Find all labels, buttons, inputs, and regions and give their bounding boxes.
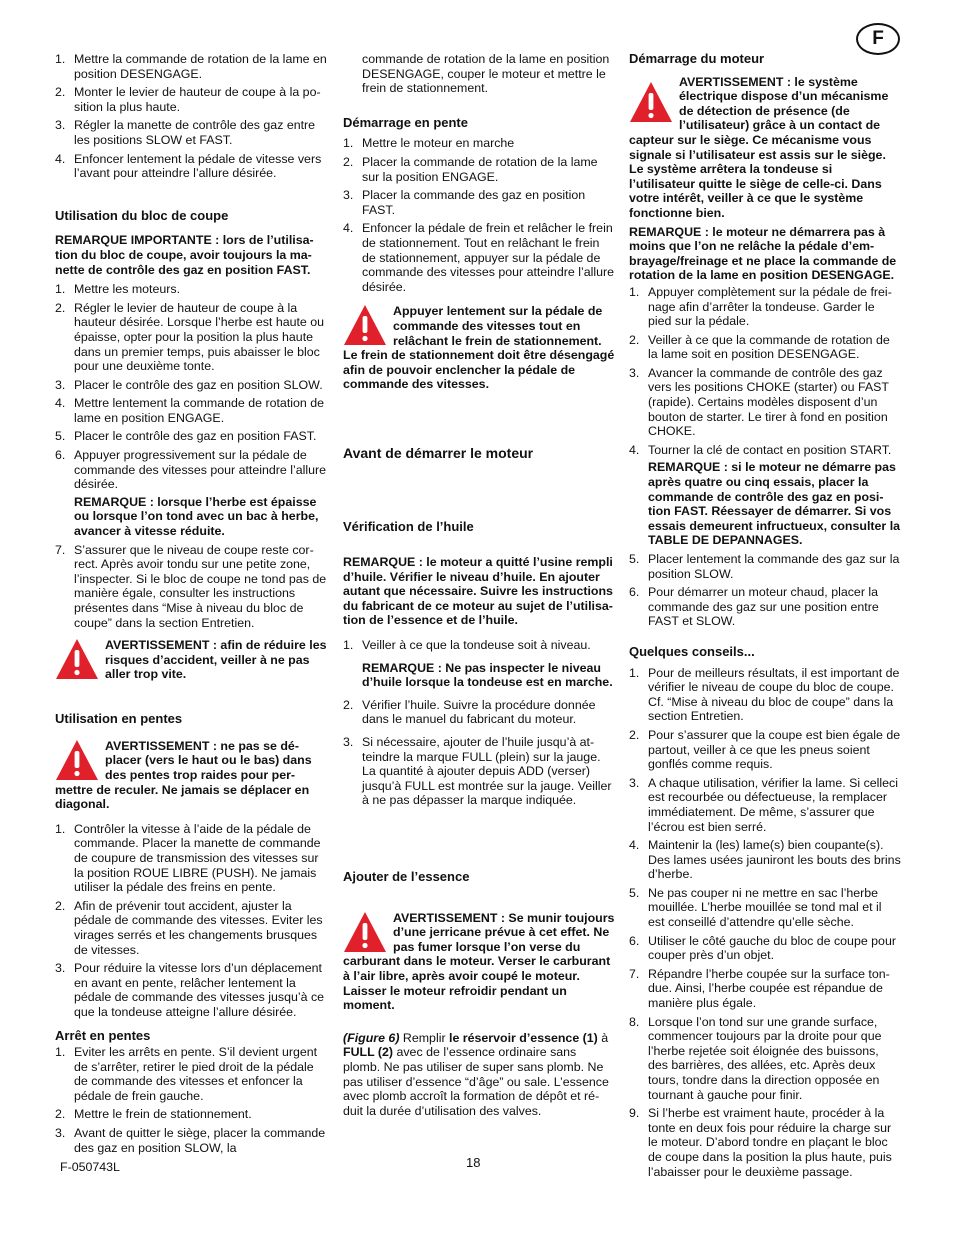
column-right [629, 52, 901, 1183]
warning-text: Appuyer lentement sur la pédale de commande des vitesses tout en relâchant le frein de stationnement. Le frein de stationnement doit être désengagé afin de pouvoir enclencher la pédale de commande des vitesses. [343, 304, 615, 392]
list-item: 7. Répandre l’herbe coupée sur la surface tondue. Ainsi, l’herbe coupée est répandue de manière plus égale. [629, 966, 890, 1011]
list-item: 3. A chaque utilisation, vérifier la lame. Si celleci est recourbée ou défectueuse, la remplacer immédiatement. De même, s’assurer que l’écrou est bien serré. [629, 775, 898, 834]
heading-avant-demarrer: Avant de démarrer le moteur [343, 444, 534, 461]
list-item: 6. Pour démarrer un moteur chaud, placer la commande des gaz sur une position entre FAST et SLOW. [629, 585, 879, 629]
column-left [55, 52, 327, 1159]
warning-block [343, 911, 615, 1013]
heading-demarrage-pente: Démarrage en pente [343, 114, 468, 130]
note-important: REMARQUE IMPORTANTE : lors de l’utilisation du bloc de coupe, avoir toujours la manette de contrôle des gaz en position FAST. [55, 233, 314, 277]
list-item: 7. S’assurer que le niveau de coupe reste correct. Après avoir tondu sur une petite zone, l’inspecter. Si le bloc de coupe ne tond pas de manière égale, consulter les instructions présentes dans “Mise à niveau du bloc de coupe” dans la section Entretien. [55, 542, 327, 630]
steps-list [55, 1045, 327, 1155]
warning-block [55, 638, 327, 682]
language-badge-letter: F [872, 27, 884, 49]
list-item: 1. Mettre la commande de rotation de la lame en position DESENGAGE. [55, 52, 327, 81]
list-item: 3. Régler la manette de contrôle des gaz entre les positions SLOW et FAST. [55, 118, 316, 147]
list-item: 2. Vérifier l’huile. Suivre la procédure donnée dans le manuel du fabricant du moteur. [343, 697, 596, 727]
list-item: 5. Placer lentement la commande des gaz sur la position SLOW. [629, 552, 900, 581]
note-demarrage: REMARQUE : le moteur ne démarrera pas à moins que l’on ne relâche la pédale d’embrayage/freinage et ne place la commande de rotation de la lame en position DESENGAGE. [629, 224, 897, 283]
list-item: 2. Mettre le frein de stationnement. [55, 1107, 252, 1122]
list-item: 4. Mettre lentement la commande de rotation de lame en position ENGAGE. [55, 396, 325, 425]
list-item: 4. Tourner la clé de contact en position START. REMARQUE : si le moteur ne démarre pas après quatre ou cinq essais, placer la commande de contrôle des gaz en position FAST. Réessayer de démarrer. Si vos essais demeurent infructueux, consulter la TABLE DE DEPANNAGES. [629, 442, 901, 548]
heading-demarrage-moteur: Démarrage du moteur [629, 51, 765, 66]
heading-pentes: Utilisation en pentes [55, 711, 183, 727]
warning-icon [629, 81, 673, 123]
list-item: 2. Monter le levier de hauteur de coupe à la position la plus haute. [55, 85, 321, 114]
list-item: 1. Mettre le moteur en marche [343, 136, 515, 151]
warning-icon [55, 638, 99, 680]
list-item: 3. Avant de quitter le siège, placer la commande des gaz en position SLOW, la [55, 1126, 326, 1155]
warning-block [343, 304, 615, 392]
steps-list [629, 666, 901, 1180]
steps-list [343, 638, 615, 808]
steps-list [55, 822, 327, 1020]
list-item: 1. Mettre les moteurs. [55, 282, 181, 297]
warning-block [629, 75, 901, 221]
list-item: 1. Appuyer complètement sur la pédale de freinage afin d’arrêter la tondeuse. Garder le pied sur la pédale. [629, 284, 892, 329]
warning-text: AVERTISSEMENT : ne pas se déplacer (vers le haut ou le bas) dans des pentes trop raides pour permettre de reculer. Ne jamais se déplacer en diagonal. [55, 738, 312, 812]
fuel-paragraph: (Figure 6) Remplir le réservoir d’essence (1) à FULL (2) avec de l’essence ordinaire sans plomb. Ne pas utiliser de super sans plomb. Ne pas utiliser d’essence “d’âge” ou sale. L’essence avec plomb accroît la formation de dépôt et réduit la durée d’utilisation des valves. [343, 1030, 609, 1118]
warning-icon [55, 739, 99, 781]
warning-icon [343, 911, 387, 953]
list-item: 2. Placer la commande de rotation de la lame sur la position ENGAGE. [343, 154, 598, 184]
list-item: 5. Placer le contrôle des gaz en position FAST. [55, 429, 317, 444]
list-item: 5. Ne pas couper ni ne mettre en sac l’herbe mouillée. L’herbe mouillée se tond mal et il est conseillé d’attendre qu’elle sèche. [629, 885, 882, 930]
list-item: 6. Utiliser le côté gauche du bloc de coupe pour couper près d’un objet. [629, 933, 896, 963]
heading-essence: Ajouter de l’essence [343, 868, 470, 884]
warning-icon [343, 304, 387, 346]
warning-text: AVERTISSEMENT : le système électrique dispose d’un mécanisme de détection de présence (de l’utilisateur) grâce à un contact de capteur sur le siège. Ce mécanisme vous signale si l’utilisateur est assis sur le siège. Le système arrêtera la tondeuse si l’utilisateur quitte le siège de celle-ci. Dans votre intérêt, veiller à ce que le système fonctionne bien. [629, 74, 889, 220]
list-item: 3. Placer la commande des gaz en position FAST. [343, 188, 586, 217]
note-essais: REMARQUE : si le moteur ne démarre pas après quatre ou cinq essais, placer la commande de contrôle des gaz en position FAST. Réessayer de démarrer. Si vos essais demeurent infructueux, consulter la TABLE DE DEPANNAGES. [648, 460, 901, 548]
heading-conseils: Quelques conseils... [629, 643, 755, 659]
list-item: 1. Veiller à ce que la tondeuse soit à niveau. REMARQUE : Ne pas inspecter le niveau d’huile lorsque la tondeuse est en marche. [343, 638, 615, 690]
list-item: 4. Maintenir la (les) lame(s) bien coupante(s). Des lames usées jauniront les bouts des brins d’herbe. [629, 838, 901, 882]
list-item: 6. Appuyer progressivement sur la pédale de commande des vitesses pour atteindre l’allure désirée. REMARQUE : lorsque l’herbe est épaisse ou lorsque l’on tond avec un bac à herbe, avancer à vitesse réduite. [55, 448, 327, 539]
list-item: 1. Eviter les arrêts en pente. S’il devient urgent de s’arrêter, retirer le pied droit de la pédale de commande des vitesses et enfoncer la pédale de frein gauche. [55, 1045, 318, 1103]
list-item: 2. Afin de prévenir tout accident, ajuster la pédale de commande des vitesses. Eviter les virages serrés et les changements brusques de vitesses. [55, 898, 323, 957]
note-herbe: REMARQUE : lorsque l’herbe est épaisse ou lorsque l’on tond avec un bac à herbe, avancer à vitesse réduite. [74, 494, 319, 539]
list-item: 2. Veiller à ce que la commande de rotation de la lame soit en position DESENGAGE. [629, 332, 890, 362]
list-item: 4. Enfoncer la pédale de frein et relâcher le frein de stationnement. Tout en relâchant le frein de stationnement, appuyer sur la pédale de commande des vitesses pour atteindre l’allure désirée. [343, 221, 615, 294]
list-item: 3. Avancer la commande de contrôle des gaz vers les positions CHOKE (starter) ou FAST (rapide). Certains modèles disposent d’un bouton de starter. Le tirer à fond en position CHOKE. [629, 365, 889, 439]
figure-ref: (Figure 6) [343, 1030, 400, 1045]
column-middle [343, 52, 615, 1118]
language-badge [856, 23, 900, 55]
list-item: 1. Pour de meilleurs résultats, il est important de vérifier le niveau de coupe du bloc de coupe. Cf. “Mise à niveau du bloc de coupe” dans la section Entretien. [629, 665, 900, 724]
page-number: 18 [466, 1155, 481, 1170]
note-huile: REMARQUE : le moteur a quitté l’usine rempli d’huile. Vérifier le niveau d’huile. En ajouter autant que nécessaire. Suivre les instructions du fabricant de ce moteur au sujet de l’utilisation de l’essence et de l’huile. [343, 555, 613, 628]
list-item: 3. Pour réduire la vitesse lors d’un déplacement en avant en pente, relâcher lentement la pédale de commande des vitesses jusqu’à ce que la tondeuse atteigne l’allure désirée. [55, 961, 325, 1019]
heading-huile: Vérification de l’huile [343, 519, 474, 535]
list-item: 3. Placer le contrôle des gaz en position SLOW. [55, 377, 323, 392]
heading-arret: Arrêt en pentes [55, 1028, 151, 1044]
continued-text: commande de rotation de la lame en position DESENGAGE, couper le moteur et mettre le frein de stationnement. [362, 52, 610, 96]
steps-list [55, 52, 327, 181]
list-item: 2. Pour s’assurer que la coupe est bien égale de partout, veiller à ce que les pneus soient gonflés comme requis. [629, 727, 901, 772]
steps-list [629, 285, 901, 629]
list-item: 3. Si nécessaire, ajouter de l’huile jusqu’à atteindre la marque FULL (plein) sur la jauge. La quantité à ajouter depuis ADD (verser) jusqu’à FULL est montrée sur la jauge. Veiller à ne pas dépasser la marque indiquée. [343, 735, 612, 808]
steps-list [55, 282, 327, 630]
warning-block [55, 739, 327, 812]
list-item: 9. Si l’herbe est vraiment haute, procéder à la tonte en deux fois pour réduire la charge sur le moteur. D’abord tondre en plaçant le bloc de coupe dans la position la plus haute, puis l’abaisser pour le deuxième passage. [629, 1106, 892, 1179]
steps-list [343, 136, 615, 294]
warning-text: AVERTISSEMENT : Se munir toujours d’une jerricane prévue à cet effet. Ne pas fumer lorsque l’on verse du carburant dans le moteur. Verser le carburant à l’air libre, après avoir coupé le moteur. Laisser le moteur refroidir pendant un moment. [343, 910, 615, 1013]
list-item: 4. Enfoncer lentement la pédale de vitesse vers l’avant pour atteindre l’allure désirée. [55, 151, 322, 181]
note-niveau: REMARQUE : Ne pas inspecter le niveau d’huile lorsque la tondeuse est en marche. [362, 660, 613, 690]
list-item: 1. Contrôler la vitesse à l’aide de la pédale de commande. Placer la manette de commande de coupure de transmission des vitesses sur la position ROUE LIBRE (PUSH). Ne jamais utiliser la pédale des freins en pente. [55, 821, 321, 895]
document-code: F-050743L [60, 1160, 120, 1174]
heading-bloc-coupe: Utilisation du bloc de coupe [55, 207, 229, 223]
list-item: 8. Lorsque l’on tond sur une grande surface, commencer toujours par la droite pour que l’herbe rejetée soit éloignée des buissons, des barrières, des allées, etc. Après deux tours, tondre dans la direction opposée en tournant à gauche pour finir. [629, 1014, 882, 1102]
warning-text: AVERTISSEMENT : afin de réduire les risques d’accident, veiller à ne pas aller trop vite. [105, 638, 327, 682]
list-item: 2. Régler le levier de hauteur de coupe à la hauteur désirée. Lorsque l’herbe est haute ou épaisse, opter pour la position la plus haute dans un premier temps, puis abaisser le bloc pour une deuxième tonte. [55, 300, 325, 374]
